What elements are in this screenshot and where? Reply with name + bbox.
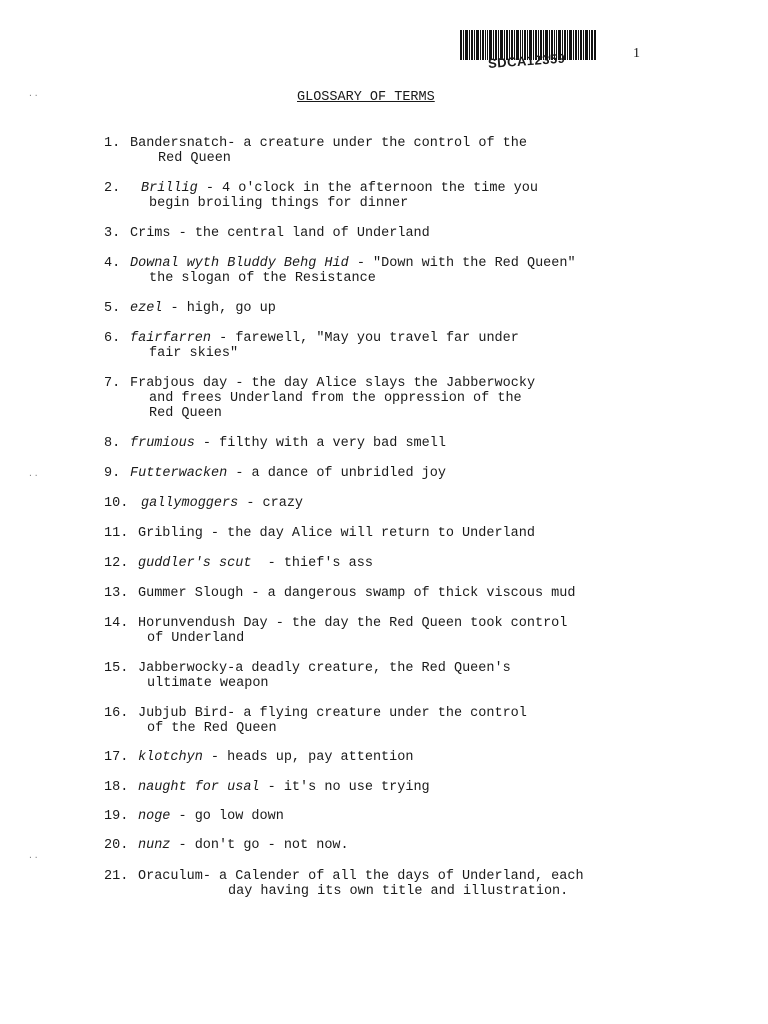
entry-definition: - "Down with the Red Queen" bbox=[348, 256, 576, 271]
entry-definition: - the day Alice slays the Jabberwocky bbox=[227, 376, 536, 391]
entry-definition: - it's no use trying bbox=[259, 780, 430, 795]
entry-term: Futterwacken bbox=[130, 466, 228, 481]
entry-number: 17. bbox=[104, 750, 129, 765]
entry-continuation: of Underland bbox=[147, 631, 245, 646]
entry-number: 14. bbox=[104, 616, 129, 631]
entry-number: 21. bbox=[104, 869, 129, 884]
entry-definition: - the day Alice will return to Underland bbox=[202, 526, 535, 541]
entry-definition: - 4 o'clock in the afternoon the time you bbox=[197, 181, 538, 196]
entry-continuation: Red Queen bbox=[149, 406, 222, 421]
entry-term: nunz bbox=[138, 838, 171, 853]
page-number: 1 bbox=[633, 46, 640, 61]
entry-definition: -a deadly creature, the Red Queen's bbox=[227, 661, 511, 676]
entry-term: Gummer Slough bbox=[138, 586, 244, 601]
entry-term: Downal wyth Bluddy Behg Hid bbox=[130, 256, 349, 271]
entry-definition: - crazy bbox=[238, 496, 304, 511]
entry-definition: - heads up, pay attention bbox=[202, 750, 414, 765]
entry-number: 9. bbox=[104, 466, 121, 481]
entry-number: 11. bbox=[104, 526, 129, 541]
entry-number: 13. bbox=[104, 586, 129, 601]
entry-definition: - a dance of unbridled joy bbox=[227, 466, 446, 481]
entry-term: Crims bbox=[130, 226, 171, 241]
entry-term: naught for usal bbox=[138, 780, 260, 795]
entry-term: guddler's scut bbox=[138, 556, 252, 571]
entry-definition: - a creature under the control of the bbox=[227, 136, 527, 151]
entry-term: Horunvendush Day bbox=[138, 616, 268, 631]
entry-definition: - the central land of Underland bbox=[170, 226, 430, 241]
entry-definition: - thief's ass bbox=[251, 556, 373, 571]
entry-continuation: begin broiling things for dinner bbox=[149, 196, 409, 211]
entry-definition: - the day the Red Queen took control bbox=[267, 616, 568, 631]
entry-continuation: and frees Underland from the oppression of the bbox=[149, 391, 522, 406]
entry-definition: - a dangerous swamp of thick viscous mud bbox=[243, 586, 576, 601]
entry-term: Gribling bbox=[138, 526, 203, 541]
entry-term: Oraculum bbox=[138, 869, 203, 884]
entry-term: noge bbox=[138, 809, 171, 824]
entry-definition: - filthy with a very bad smell bbox=[194, 436, 446, 451]
entry-definition: - go low down bbox=[170, 809, 284, 824]
entry-number: 3. bbox=[104, 226, 121, 241]
glossary-entry bbox=[104, 869, 584, 944]
margin-mark: .. bbox=[28, 470, 40, 479]
entry-term: klotchyn bbox=[138, 750, 203, 765]
entry-definition: - a Calender of all the days of Underland, each bbox=[202, 869, 584, 884]
entry-term: Brillig bbox=[141, 181, 198, 196]
entry-number: 1. bbox=[104, 136, 121, 151]
entry-number: 2. bbox=[104, 181, 121, 196]
entry-definition: - a flying creature under the control bbox=[227, 706, 527, 721]
entry-term: Jubjub Bird bbox=[138, 706, 228, 721]
entry-definition: - farewell, "May you travel far under bbox=[211, 331, 519, 346]
entry-term: gallymoggers bbox=[141, 496, 239, 511]
entry-continuation: fair skies" bbox=[149, 346, 239, 361]
entry-number: 16. bbox=[104, 706, 129, 721]
entry-continuation: ultimate weapon bbox=[147, 676, 269, 691]
barcode-code: SDCA12359 bbox=[487, 50, 566, 71]
entry-continuation: of the Red Queen bbox=[147, 721, 277, 736]
entry-term: ezel bbox=[130, 301, 163, 316]
entry-number: 8. bbox=[104, 436, 121, 451]
entry-term: Frabjous day bbox=[130, 376, 228, 391]
entry-number: 4. bbox=[104, 256, 121, 271]
entry-term: fairfarren bbox=[130, 331, 212, 346]
entry-number: 6. bbox=[104, 331, 121, 346]
page-title: GLOSSARY OF TERMS bbox=[297, 90, 435, 105]
entry-continuation: Red Queen bbox=[158, 151, 231, 166]
entry-term: Bandersnatch bbox=[130, 136, 228, 151]
entry-term: Jabberwocky bbox=[138, 661, 228, 676]
entry-number: 19. bbox=[104, 809, 129, 824]
entry-number: 10. bbox=[104, 496, 129, 511]
entry-number: 18. bbox=[104, 780, 129, 795]
margin-mark: .. bbox=[28, 90, 40, 99]
entry-number: 15. bbox=[104, 661, 129, 676]
entry-number: 5. bbox=[104, 301, 121, 316]
entry-number: 12. bbox=[104, 556, 129, 571]
entry-continuation: day having its own title and illustration. bbox=[228, 884, 569, 899]
margin-mark: .. bbox=[28, 852, 40, 861]
entry-number: 7. bbox=[104, 376, 121, 391]
entry-continuation: the slogan of the Resistance bbox=[149, 271, 376, 286]
entry-definition: - don't go - not now. bbox=[170, 838, 349, 853]
entry-definition: - high, go up bbox=[162, 301, 276, 316]
entry-term: frumious bbox=[130, 436, 195, 451]
entry-number: 20. bbox=[104, 838, 129, 853]
